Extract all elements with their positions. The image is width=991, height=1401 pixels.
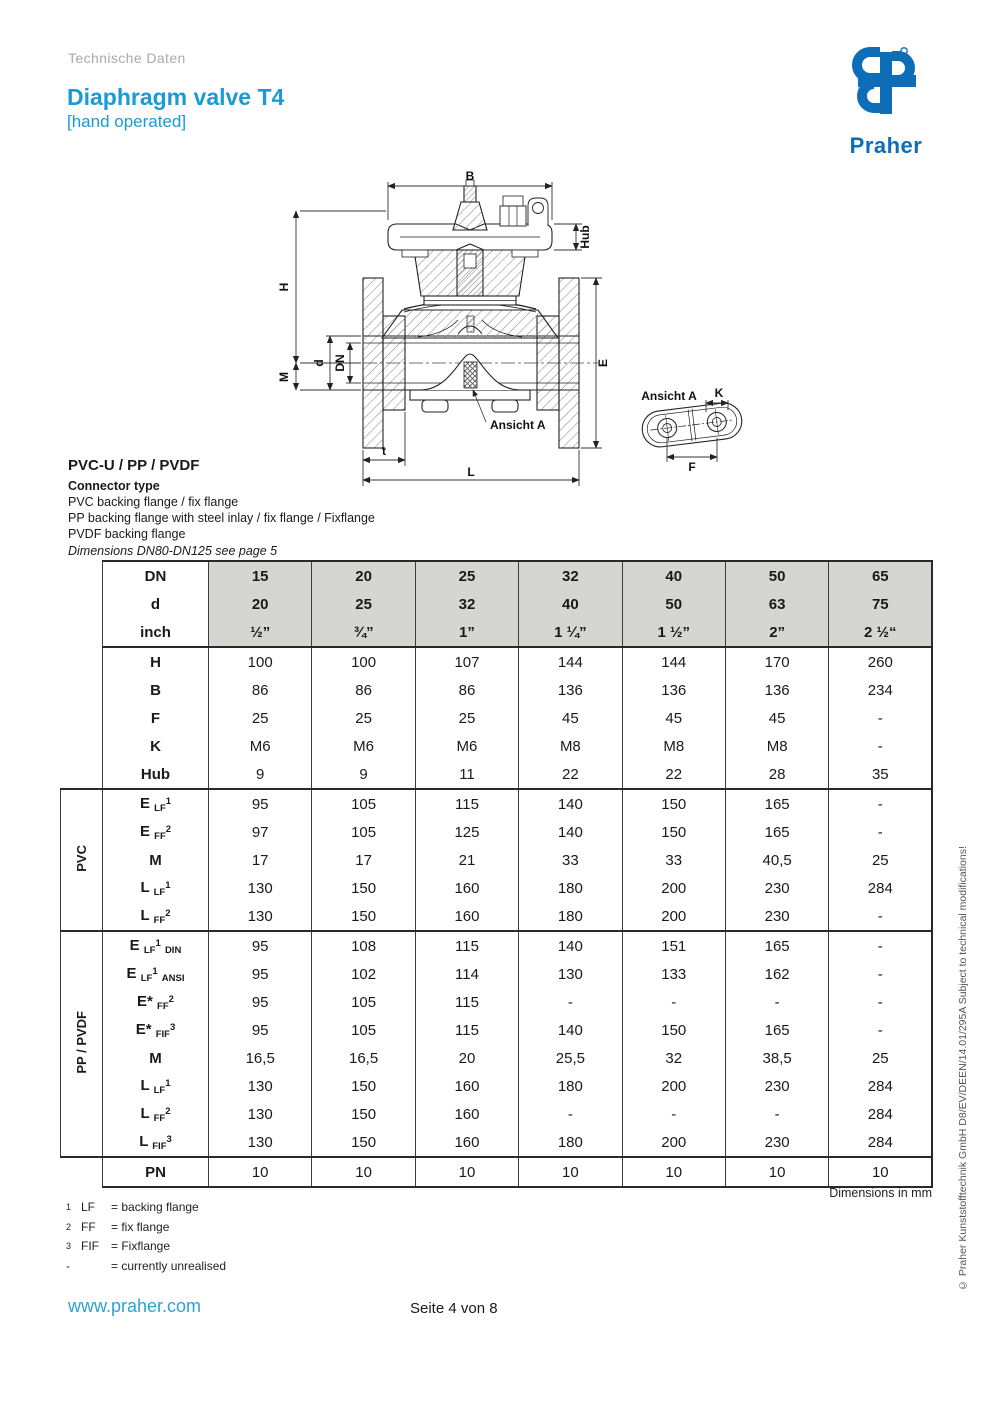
data-cell: 25: [829, 1044, 932, 1072]
data-cell: -: [622, 1100, 725, 1128]
data-cell: 160: [415, 1100, 518, 1128]
data-cell: 130: [209, 874, 312, 902]
table-row: [61, 561, 933, 590]
document-category: Technische Daten: [68, 50, 186, 66]
table-row: [61, 846, 933, 874]
dimensions-table-body: [61, 561, 933, 1187]
data-cell: 165: [725, 931, 828, 960]
data-cell: M6: [312, 732, 415, 760]
dim-label-f: F: [688, 460, 696, 474]
data-cell: 1 ½”: [622, 618, 725, 647]
connector-type-heading: Connector type: [68, 479, 160, 493]
data-cell: 11: [415, 760, 518, 789]
row-label: PN: [103, 1157, 209, 1187]
data-cell: 75: [829, 590, 932, 618]
data-cell: 10: [622, 1157, 725, 1187]
data-cell: 102: [312, 960, 415, 988]
data-cell: 107: [415, 647, 518, 676]
data-cell: 28: [725, 760, 828, 789]
data-cell: 1 ¼”: [519, 618, 622, 647]
data-cell: 284: [829, 1072, 932, 1100]
table-spacer-cell: [61, 647, 103, 789]
row-label: F: [103, 704, 209, 732]
table-row: [61, 1072, 933, 1100]
data-cell: 160: [415, 1128, 518, 1157]
row-label: M: [103, 1044, 209, 1072]
detail-view-ansicht-a: [640, 386, 744, 474]
data-cell: 136: [725, 676, 828, 704]
row-label: E $_{LF}^1$ $_{ANSI}$: [103, 960, 209, 988]
data-cell: -: [829, 1016, 932, 1044]
page-title: Diaphragm valve T4: [67, 84, 285, 110]
table-row: [61, 647, 933, 676]
data-cell: 160: [415, 874, 518, 902]
valve-cross-section: [340, 180, 598, 448]
data-cell: 1”: [415, 618, 518, 647]
detail-view-title: Ansicht A: [641, 389, 697, 403]
data-cell: 95: [209, 960, 312, 988]
data-cell: 40: [622, 561, 725, 590]
data-cell: 200: [622, 874, 725, 902]
data-cell: 144: [622, 647, 725, 676]
data-cell: -: [725, 988, 828, 1016]
data-cell: 140: [519, 818, 622, 846]
units-note: Dimensions in mm: [829, 1186, 932, 1200]
data-cell: 200: [622, 1128, 725, 1157]
data-cell: 105: [312, 1016, 415, 1044]
data-cell: 97: [209, 818, 312, 846]
material-group-label: [61, 789, 103, 931]
table-row: [61, 902, 933, 931]
copyright-vertical-text: © Praher Kunststofftechnik GmbH D8/EV/DEEN/14.01/295A Subject to technical modifications!: [957, 846, 969, 1291]
table-row: [61, 704, 933, 732]
data-cell: 140: [519, 1016, 622, 1044]
footnote: [66, 1259, 226, 1275]
row-label: E $_{LF}^1$ $_{DIN}$: [103, 931, 209, 960]
data-cell: 2”: [725, 618, 828, 647]
data-cell: -: [829, 902, 932, 931]
dim-label-l: L: [467, 465, 475, 479]
table-row: [61, 960, 933, 988]
data-cell: 180: [519, 874, 622, 902]
data-cell: 200: [622, 902, 725, 931]
data-cell: 95: [209, 1016, 312, 1044]
data-cell: 130: [209, 1072, 312, 1100]
data-cell: 136: [519, 676, 622, 704]
data-cell: 22: [622, 760, 725, 789]
table-spacer-cell: [61, 1157, 103, 1187]
data-cell: -: [519, 988, 622, 1016]
table-row: [61, 676, 933, 704]
data-cell: 10: [415, 1157, 518, 1187]
row-label: d: [103, 590, 209, 618]
data-cell: 32: [415, 590, 518, 618]
data-cell: 150: [312, 1128, 415, 1157]
footnotes: [66, 1200, 226, 1274]
data-cell: 10: [519, 1157, 622, 1187]
dim-label-m: M: [277, 372, 291, 382]
data-cell: 180: [519, 1072, 622, 1100]
data-cell: 35: [829, 760, 932, 789]
ansicht-a-callout: Ansicht A: [490, 418, 546, 432]
data-cell: M6: [415, 732, 518, 760]
data-cell: M6: [209, 732, 312, 760]
data-cell: 17: [209, 846, 312, 874]
data-cell: 140: [519, 931, 622, 960]
data-cell: 20: [415, 1044, 518, 1072]
data-cell: -: [725, 1100, 828, 1128]
row-label: E* $_{FF}^2$: [103, 988, 209, 1016]
footnote-definition: = Fixflange: [111, 1239, 171, 1253]
data-cell: ¾”: [312, 618, 415, 647]
page-subtitle: [hand operated]: [67, 112, 187, 131]
data-cell: 63: [725, 590, 828, 618]
data-cell: 100: [312, 647, 415, 676]
table-row: [61, 590, 933, 618]
data-cell: 45: [519, 704, 622, 732]
data-cell: 144: [519, 647, 622, 676]
data-cell: 86: [312, 676, 415, 704]
data-cell: 151: [622, 931, 725, 960]
data-cell: 130: [209, 1100, 312, 1128]
footnote-term: LF: [81, 1200, 96, 1214]
table-row: [61, 1157, 933, 1187]
data-cell: 95: [209, 988, 312, 1016]
data-cell: 25: [312, 590, 415, 618]
data-cell: -: [622, 988, 725, 1016]
connector-option: PVDF backing flange: [68, 527, 186, 541]
table-row: [61, 1100, 933, 1128]
table-row: [61, 931, 933, 960]
dim-label-dn: DN: [333, 354, 347, 372]
row-label: L $_{FF}^2$: [103, 1100, 209, 1128]
footnote-term: FF: [81, 1219, 96, 1234]
data-cell: M8: [725, 732, 828, 760]
data-cell: 230: [725, 1072, 828, 1100]
data-cell: 25: [209, 704, 312, 732]
data-cell: -: [829, 960, 932, 988]
data-cell: 284: [829, 1128, 932, 1157]
data-cell: 105: [312, 818, 415, 846]
materials-heading: PVC-U / PP / PVDF: [68, 457, 200, 474]
dim-label-e: E: [596, 358, 610, 368]
data-cell: 260: [829, 647, 932, 676]
data-cell: 160: [415, 902, 518, 931]
material-group-label: [61, 931, 103, 1157]
data-cell: 33: [519, 846, 622, 874]
data-cell: 150: [312, 1072, 415, 1100]
data-cell: 150: [622, 789, 725, 818]
data-cell: 180: [519, 1128, 622, 1157]
data-cell: 10: [829, 1157, 932, 1187]
data-cell: 16,5: [209, 1044, 312, 1072]
data-cell: 2 ½“: [829, 618, 932, 647]
connector-option: PVC backing flange / fix flange: [68, 495, 239, 509]
data-cell: 130: [519, 960, 622, 988]
valve-technical-drawing: [240, 166, 760, 496]
table-row: [61, 874, 933, 902]
data-cell: 230: [725, 1128, 828, 1157]
footnote-marker: 1: [66, 1202, 72, 1212]
footnote-definition: = currently unrealised: [111, 1258, 227, 1273]
data-cell: 45: [622, 704, 725, 732]
data-cell: -: [829, 988, 932, 1016]
website-link[interactable]: www.praher.com: [68, 1296, 202, 1316]
data-cell: 165: [725, 818, 828, 846]
footnote-marker: -: [66, 1258, 70, 1273]
data-cell: 165: [725, 789, 828, 818]
data-cell: 180: [519, 902, 622, 931]
data-cell: 115: [415, 789, 518, 818]
connector-option: PP backing flange with steel inlay / fix flange / Fixflange: [68, 511, 375, 525]
dim-label-d: d: [312, 359, 326, 367]
data-cell: 150: [312, 1100, 415, 1128]
data-cell: 10: [312, 1157, 415, 1187]
data-cell: 10: [209, 1157, 312, 1187]
data-cell: 150: [312, 902, 415, 931]
data-cell: 25: [829, 846, 932, 874]
data-cell: 140: [519, 789, 622, 818]
material-group-text: PP / PVDF: [74, 1010, 89, 1074]
data-cell: 115: [415, 988, 518, 1016]
table-row: [61, 988, 933, 1016]
row-label: DN: [103, 561, 209, 590]
dim-label-h: H: [277, 282, 291, 292]
footnote: [66, 1239, 226, 1259]
data-cell: 234: [829, 676, 932, 704]
data-cell: -: [829, 931, 932, 960]
data-cell: 130: [209, 1128, 312, 1157]
data-cell: -: [829, 732, 932, 760]
table-row: [61, 1128, 933, 1157]
data-cell: 25: [415, 561, 518, 590]
row-label: E $_{FF}^2$: [103, 818, 209, 846]
data-cell: -: [829, 789, 932, 818]
praher-logo: [824, 40, 948, 159]
data-cell: -: [829, 704, 932, 732]
data-cell: 25: [312, 704, 415, 732]
table-row: [61, 789, 933, 818]
row-label: L $_{FIF}^3$: [103, 1128, 209, 1157]
table-row: [61, 818, 933, 846]
data-cell: 32: [622, 1044, 725, 1072]
dimensions-table: [60, 560, 933, 1188]
data-cell: 284: [829, 874, 932, 902]
row-label: E $_{LF}^1$: [103, 789, 209, 818]
data-cell: 25,5: [519, 1044, 622, 1072]
data-cell: 86: [209, 676, 312, 704]
row-label: inch: [103, 618, 209, 647]
row-label: E* $_{FIF}^3$: [103, 1016, 209, 1044]
praher-logo-icon: [836, 40, 936, 128]
data-cell: -: [519, 1100, 622, 1128]
dim-label-t: t: [382, 444, 386, 458]
data-cell: 20: [312, 561, 415, 590]
data-cell: 200: [622, 1072, 725, 1100]
data-cell: 114: [415, 960, 518, 988]
footnote-definition: = fix flange: [111, 1219, 170, 1234]
table-spacer-cell: [61, 561, 103, 647]
footnote-marker: 3: [66, 1241, 72, 1251]
data-cell: 170: [725, 647, 828, 676]
data-cell: 230: [725, 902, 828, 931]
dim-label-k: K: [714, 386, 724, 400]
data-cell: 130: [209, 902, 312, 931]
data-cell: 10: [725, 1157, 828, 1187]
dim-label-hub: Hub: [578, 225, 592, 249]
data-cell: M8: [622, 732, 725, 760]
data-cell: 230: [725, 874, 828, 902]
table-row: [61, 732, 933, 760]
data-cell: 105: [312, 789, 415, 818]
data-cell: 40: [519, 590, 622, 618]
row-label: K: [103, 732, 209, 760]
data-cell: 162: [725, 960, 828, 988]
brand-name: Praher: [849, 133, 923, 158]
row-label: B: [103, 676, 209, 704]
data-cell: 86: [415, 676, 518, 704]
data-cell: 284: [829, 1100, 932, 1128]
data-cell: 38,5: [725, 1044, 828, 1072]
data-cell: 17: [312, 846, 415, 874]
data-cell: 115: [415, 931, 518, 960]
data-cell: 32: [519, 561, 622, 590]
table-row: [61, 1016, 933, 1044]
data-cell: 25: [415, 704, 518, 732]
row-label: L $_{LF}^1$: [103, 874, 209, 902]
data-cell: 133: [622, 960, 725, 988]
data-cell: 105: [312, 988, 415, 1016]
data-cell: 95: [209, 931, 312, 960]
data-cell: 150: [622, 1016, 725, 1044]
data-cell: 9: [209, 760, 312, 789]
footnote: [66, 1220, 226, 1240]
table-row: [61, 618, 933, 647]
row-label: H: [103, 647, 209, 676]
data-cell: 150: [622, 818, 725, 846]
row-label: L $_{FF}^2$: [103, 902, 209, 931]
data-cell: 21: [415, 846, 518, 874]
data-cell: 108: [312, 931, 415, 960]
connector-type-block: [68, 458, 375, 559]
material-group-text: PVC: [74, 844, 89, 872]
footnote-marker: 2: [66, 1221, 72, 1232]
data-cell: M8: [519, 732, 622, 760]
dim-label-b: B: [465, 169, 475, 183]
row-label: Hub: [103, 760, 209, 789]
data-cell: 22: [519, 760, 622, 789]
footnote: [66, 1200, 226, 1220]
dimensions-reference-note: Dimensions DN80-DN125 see page 5: [68, 544, 278, 558]
data-cell: 100: [209, 647, 312, 676]
data-cell: 95: [209, 789, 312, 818]
row-label: M: [103, 846, 209, 874]
data-cell: 15: [209, 561, 312, 590]
data-cell: 160: [415, 1072, 518, 1100]
data-cell: 165: [725, 1016, 828, 1044]
data-cell: 50: [622, 590, 725, 618]
footnote-term: FIF: [81, 1239, 99, 1253]
data-cell: 150: [312, 874, 415, 902]
data-cell: 40,5: [725, 846, 828, 874]
data-cell: 115: [415, 1016, 518, 1044]
table-row: [61, 1044, 933, 1072]
data-cell: 45: [725, 704, 828, 732]
data-cell: 65: [829, 561, 932, 590]
footnote-term: [81, 1259, 111, 1275]
row-label: L $_{LF}^1$: [103, 1072, 209, 1100]
data-cell: 50: [725, 561, 828, 590]
page-indicator: Seite 4 von 8: [410, 1300, 498, 1317]
table-row: [61, 760, 933, 789]
data-cell: 136: [622, 676, 725, 704]
footnote-definition: = backing flange: [111, 1200, 199, 1214]
data-cell: -: [829, 818, 932, 846]
data-cell: 125: [415, 818, 518, 846]
data-cell: ½”: [209, 618, 312, 647]
data-cell: 9: [312, 760, 415, 789]
data-cell: 33: [622, 846, 725, 874]
data-cell: 20: [209, 590, 312, 618]
data-cell: 16,5: [312, 1044, 415, 1072]
